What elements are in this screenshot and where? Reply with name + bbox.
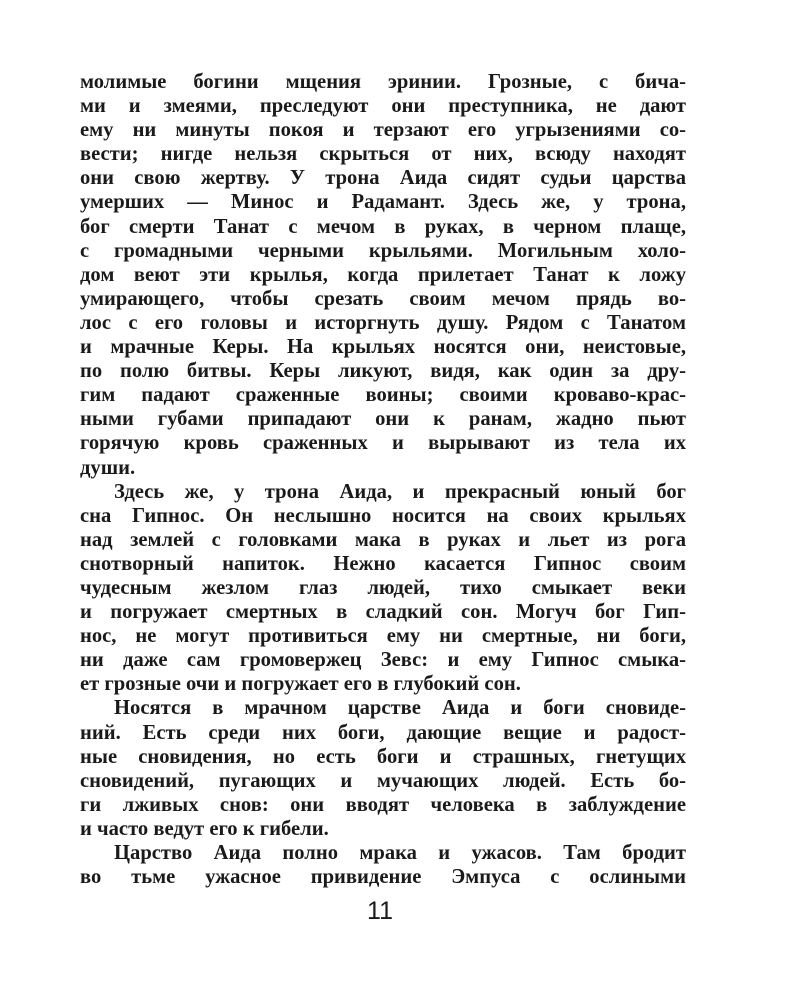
text-line: ными губами припадают они к ранам, жадно пьют <box>80 408 686 431</box>
text-line: вести; нигде нельзя скрыться от них, всюду находят <box>80 143 686 166</box>
text-line: ему ни минуты покоя и терзают его угрызениями со- <box>80 119 686 142</box>
text-line: нос, не могут противиться ему ни смертные, ни боги, <box>80 625 686 648</box>
text-line: ний. Есть среди них боги, дающие вещие и радост- <box>80 721 686 744</box>
text-line: Здесь же, у трона Аида, и прекрасный юный бог <box>114 480 686 503</box>
text-line: с громадными черными крыльями. Могильным холо- <box>80 239 686 262</box>
text-line: над землей с головками мака в руках и льет из рога <box>80 528 686 551</box>
text-line: ные сновидения, но есть боги и страшных, гнетущих <box>80 745 686 768</box>
text-line: Носятся в мрачном царстве Аида и боги сновиде- <box>114 697 686 720</box>
text-line: чудесным жезлом глаз людей, тихо смыкает веки <box>80 576 686 599</box>
text-line: лос с его головы и исторгнуть душу. Рядом с Танатом <box>80 311 686 334</box>
text-line: во тьме ужасное привидение Эмпуса с ослиными <box>80 866 686 889</box>
text-line: молимые богини мщения эринии. Грозные, с бича- <box>80 71 686 93</box>
text-line: души. <box>80 456 136 479</box>
text-line: умерших — Минос и Радамант. Здесь же, у трона, <box>80 191 686 214</box>
body-text <box>80 70 686 889</box>
text-line: снотворный напиток. Нежно касается Гипнос своим <box>80 552 686 575</box>
text-line: умирающего, чтобы срезать своим мечом прядь во- <box>80 287 686 310</box>
text-line: Царство Аида полно мрака и ужасов. Там бродит <box>114 842 686 864</box>
text-line: ет грозные очи и погружает его в глубокий сон. <box>80 673 521 696</box>
text-line: сновидений, пугающих и мучающих людей. Есть бо- <box>80 769 686 792</box>
text-line: и погружает смертных в сладкий сон. Могуч бог Гип- <box>80 601 686 624</box>
text-line: горячую кровь сраженных и вырывают из тела их <box>80 432 686 455</box>
text-line: они свою жертву. У трона Аида сидят судьи царства <box>80 167 686 190</box>
text-line: сна Гипнос. Он неслышно носится на своих крыльях <box>80 504 686 527</box>
page-number: 11 <box>367 897 393 925</box>
text-line: и мрачные Керы. На крыльях носятся они, неистовые, <box>80 336 686 359</box>
text-line: гим падают сраженные воины; своими кроваво-крас- <box>80 384 686 407</box>
text-line: ми и змеями, преследуют они преступника, не дают <box>80 95 686 118</box>
text-line: ги лживых снов: они вводят человека в заблуждение <box>80 793 686 816</box>
text-line: ни даже сам громовержец Зевс: и ему Гипнос смыка- <box>80 649 686 672</box>
text-line: по полю битвы. Керы ликуют, видя, как один за дру- <box>80 360 686 383</box>
text-line: и часто ведут его к гибели. <box>80 817 329 840</box>
text-line: дом веют эти крылья, когда прилетает Танат к ложу <box>80 263 686 286</box>
text-line: бог смерти Танат с мечом в руках, в черном плаще, <box>80 215 686 238</box>
